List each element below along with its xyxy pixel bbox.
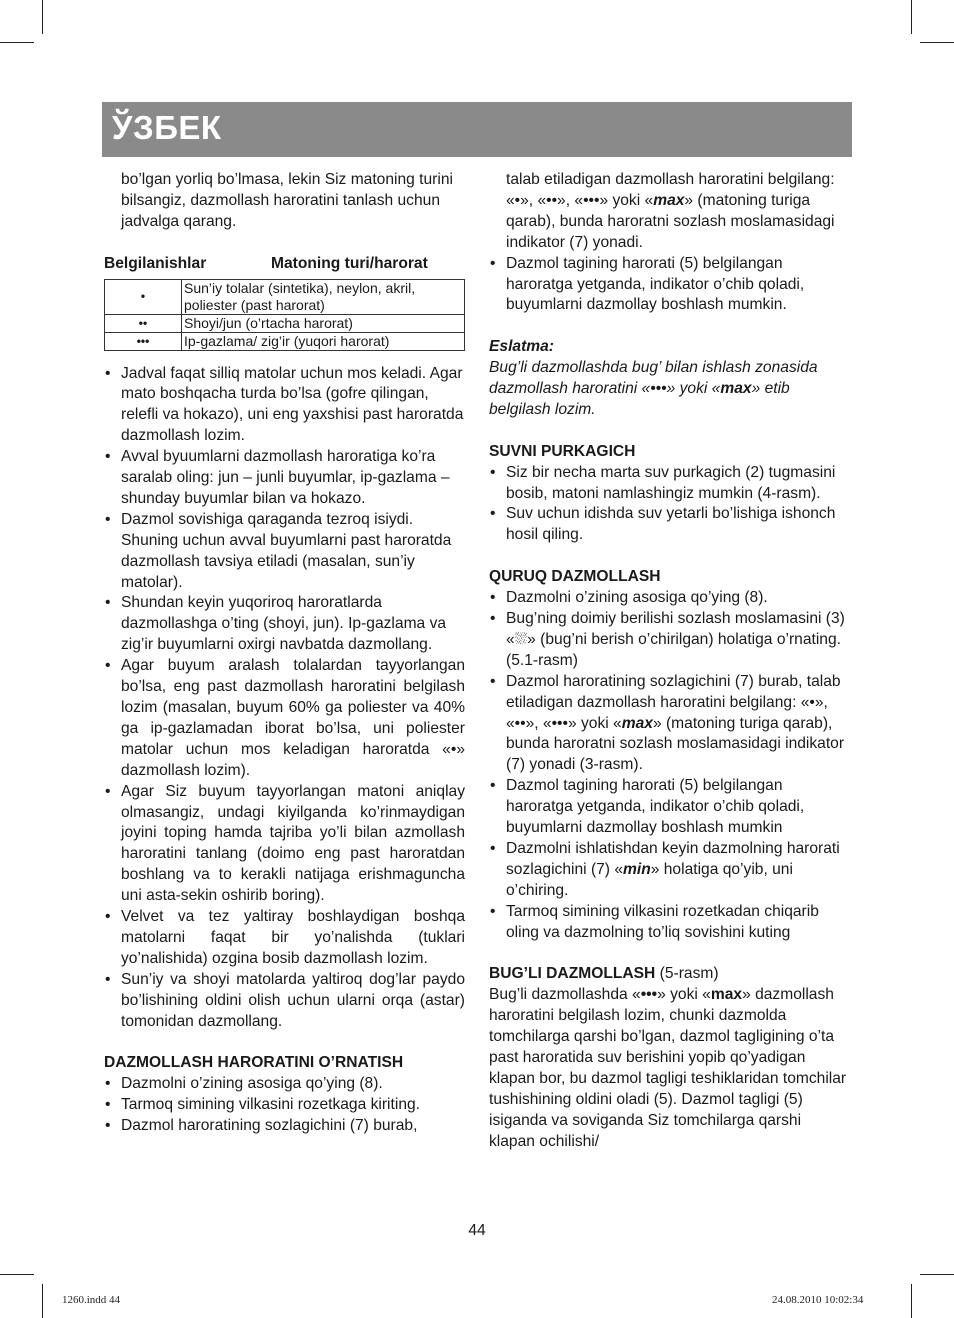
intro-paragraph: bo’lgan yorliq bo’lmasa, lekin Siz matoning turini bilsangiz, dazmollash haroratini tanlash uchun jadvalga qarang. (121, 171, 453, 230)
section-heading: DAZMOLLASH HARORATINI O’RNATISH (104, 1054, 404, 1072)
table-row (105, 279, 465, 314)
dry-ironing-list (489, 588, 847, 943)
list-item: • Dazmol tagining harorati (5) belgilangan haroratga yetganda, indikator o’chib qoladi, buyumlarni dazmollay boshlash mumkin. (489, 254, 847, 317)
steam-paragraph: Bug’li dazmollashda «•••» yoki «max» dazmollash haroratini belgilash lozim, chunki dazmolda tomchilarga qarshi bo’lgan, dazmol tagligining o’ta past haroratida suv berishini yopib qo’yadigan klapan bor, bu dazmol tagligi teshiklaridan tomchilar tushishining oldini oladi (5). Dazmol tagligi (5) isiganda va soviganda Siz tomchilarga qarshi klapan ochilishi/ (489, 986, 847, 1150)
continuation-paragraph: talab etiladigan dazmollash haroratini belgilang: «•», «••», «•••» yoki «max» (matoning turiga qarab), bunda haroratni sozlash moslamasidagi indikator (7) yonadi. (506, 171, 835, 251)
table-row (105, 332, 465, 350)
list-item: • Avval byuumlarni dazmollash haroratiga ko’ra saralab oling: jun – junli buyumlar, ip-gazlama – shunday buyumlar bilan va hokazo. (104, 447, 465, 510)
language-banner (102, 102, 852, 157)
footer-timestamp: 24.08.2010 10:02:34 (772, 1294, 864, 1306)
list-item: • Dazmol sovishiga qaraganda tezroq isiydi. Shuning uchun avval buyumlarni past haroratda dazmollash tavsiya etiladi (masalan, sun’iy matolar). (104, 510, 465, 594)
list-item: • Dazmol haroratining sozlagichini (7) burab, talab etiladigan dazmollash haroratini belgilang: «•», «••», «•••» yoki «max» (matoning turiga qarab), bunda haroratni sozlash moslamasidagi indikator (7) yonadi (3-rasm). (489, 672, 847, 777)
crop-mark (0, 42, 34, 43)
note-text: Bug’li dazmollashda bug’ bilan ishlash zonasida dazmollash haroratini «•••» yoki «max» etib belgilash lozim. (489, 359, 818, 418)
language-title: ЎЗБЕК (112, 109, 222, 146)
list-item: • Tarmoq simining vilkasini rozetkaga kiriting. (104, 1095, 465, 1116)
legend-fabric-header: Matoning turi/harorat (271, 254, 428, 272)
footer-filename: 1260.indd 44 (62, 1294, 121, 1306)
list-item: • Siz bir necha marta suv purkagich (2) tugmasini bosib, matoni namlashingiz mumkin (4-rasm). (489, 463, 847, 505)
crop-mark (0, 1274, 34, 1275)
list-item: • Agar buyum aralash tolalardan tayyorlangan bo’lsa, eng past dazmollash haroratini belgilash lozim (masalan, buyum 60% ga poliester va 40% ga ip-gazlamadan iborat bo’lsa, uni poliester matolar uchun mos keladigan haroratda «•» dazmollash lozim). (104, 656, 465, 781)
note-title: Eslatma: (489, 338, 555, 356)
crop-mark (920, 42, 954, 43)
steam-off-icon: ⛆ (514, 630, 528, 648)
crop-mark (42, 0, 43, 34)
temperature-setting-list (104, 1074, 465, 1137)
right-column (489, 170, 847, 1153)
steam-heading: BUG’LI DAZMOLLASH (5-rasm) (489, 965, 719, 983)
list-item: • Agar Siz buyum tayyorlangan matoni aniqlay olmasangiz, undagi kiyilganda ko’rinmaydigan joyini toping hamda tajriba yo’li bilan azmollash haroratini tanlang (doimo eng past haroratdan boshlang va to kerakli natijaga erishmaguncha uni asta-sekin oshirib boring). (104, 782, 465, 907)
ironing-tips-list (104, 364, 465, 1033)
table-text: Ip-gazlama/ zig’ir (yuqori harorat) (182, 332, 465, 350)
table-text: Shoyi/jun (o’rtacha harorat) (182, 314, 465, 332)
crop-mark (911, 0, 912, 34)
temperature-table (104, 279, 465, 351)
list-item: • Tarmoq simining vilkasini rozetkadan chiqarib oling va dazmolning to’liq sovishini kuting (489, 902, 847, 944)
list-item: • Velvet va tez yaltiray boshlaydigan boshqa matolarni faqat bir yo’nalishda (tuklari yo’nalishida) ozgina bosib dazmollash lozim. (104, 907, 465, 970)
crop-mark (911, 1284, 912, 1318)
section-heading: QURUQ DAZMOLLASH (489, 568, 661, 586)
legend-header (104, 254, 465, 275)
temperature-list-cont (489, 254, 847, 317)
list-item: • Sun’iy va shoyi matolarda yaltiroq dog’lar paydo bo’lishining oldini olish uchun ularni orqa (astar) tomonidan dazmollang. (104, 970, 465, 1033)
list-item: • Jadval faqat silliq matolar uchun mos keladi. Agar mato boshqacha turda bo’lsa (gofre qilingan, relefli va hokazo), uni eng yaxshisi past haroratda dazmollash lozim. (104, 364, 465, 448)
legend-symbol-header: Belgilanishlar (104, 254, 207, 272)
list-item: • Dazmolni ishlatishdan keyin dazmolning harorati sozlagichini (7) «min» holatiga qo’yib, uni o’chiring. (489, 839, 847, 902)
table-symbol: •• (105, 314, 182, 332)
list-item: • Suv uchun idishda suv yetarli bo’lishiga ishonch hosil qiling. (489, 504, 847, 546)
left-column (104, 170, 465, 1137)
table-row (105, 314, 465, 332)
table-text: Sun’iy tolalar (sintetika), neylon, akril, poliester (past harorat) (182, 279, 465, 314)
crop-mark (42, 1284, 43, 1318)
list-item: • Dazmolni o’zining asosiga qo’ying (8). (104, 1074, 465, 1095)
table-symbol: ••• (105, 332, 182, 350)
list-item: • Dazmol tagining harorati (5) belgilangan haroratga yetganda, indikator o’chib qoladi, buyumlarni dazmollay boshlash mumkin (489, 776, 847, 839)
list-item: • Dazmolni o’zining asosiga qo’ying (8). (489, 588, 847, 609)
section-heading: SUVNI PURKAGICH (489, 442, 636, 460)
spray-list (489, 463, 847, 547)
list-item: • Dazmol haroratining sozlagichini (7) burab, (104, 1116, 465, 1137)
crop-mark (920, 1274, 954, 1275)
list-item: • Shundan keyin yuqoriroq haroratlarda dazmollashga o’ting (shoyi, jun). Ip-gazlama va zig’ir buyumlarni oxirgi navbatda dazmollang. (104, 593, 465, 656)
page-number: 44 (468, 1222, 486, 1239)
table-symbol: • (105, 279, 182, 314)
list-item: • Bug’ning doimiy berilishi sozlash moslamasini (3) «⛆» (bug’ni berish o’chirilgan) holatiga o’rnating. (5.1-rasm) (489, 609, 847, 672)
